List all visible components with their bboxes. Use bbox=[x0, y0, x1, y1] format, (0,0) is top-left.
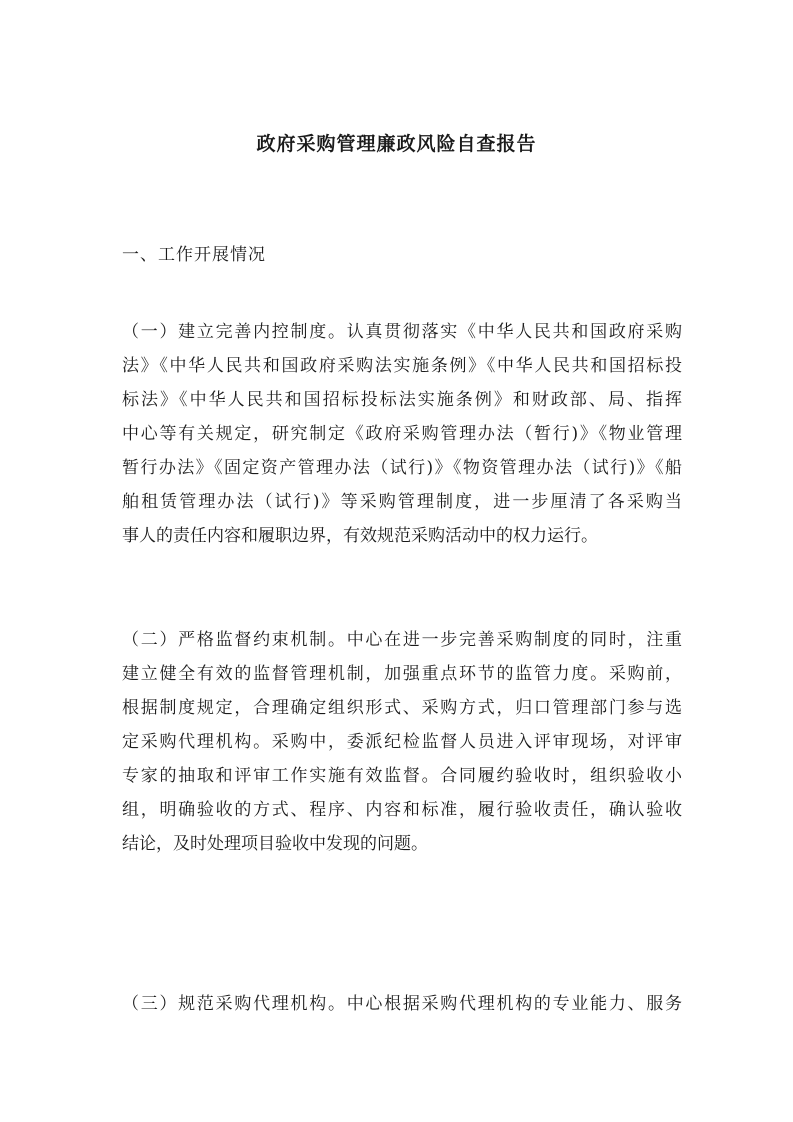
paragraph-line: （一）建立完善内控制度。认真贯彻落实《中华人民共和国政府采购 bbox=[122, 322, 682, 342]
paragraph-line: 法》《中华人民共和国政府采购法实施条例》《中华人民共和国招标投 bbox=[122, 356, 682, 376]
paragraph-line: 组，明确验收的方式、程序、内容和标准，履行验收责任，确认验收 bbox=[122, 800, 682, 820]
paragraph-line: 舶租赁管理办法（试行)》等采购管理制度，进一步厘清了各采购当 bbox=[122, 492, 682, 512]
paragraph-internal-control bbox=[122, 315, 682, 553]
paragraph-line: 定采购代理机构。采购中，委派纪检监督人员进入评审现场，对评审 bbox=[122, 732, 682, 752]
paragraph-line: 暂行办法》《固定资产管理办法（试行)》《物资管理办法（试行)》《船 bbox=[122, 458, 682, 478]
paragraph-supervision bbox=[122, 623, 682, 861]
paragraph-procurement-agency bbox=[122, 987, 682, 1021]
paragraph-line: 专家的抽取和评审工作实施有效监督。合同履约验收时，组织验收小 bbox=[122, 766, 682, 786]
section-heading: 一、工作开展情况 bbox=[122, 245, 266, 265]
paragraph-line: 根据制度规定，合理确定组织形式、采购方式，归口管理部门参与选 bbox=[122, 698, 682, 718]
paragraph-line: 结论，及时处理项目验收中发现的问题。 bbox=[122, 834, 428, 854]
document-title: 政府采购管理廉政风险自查报告 bbox=[256, 133, 537, 155]
paragraph-line: 标法》《中华人民共和国招标投标法实施条例》和财政部、局、指挥 bbox=[122, 390, 682, 410]
paragraph-line: 事人的责任内容和履职边界，有效规范采购活动中的权力运行。 bbox=[122, 526, 598, 546]
paragraph-line: 中心等有关规定，研究制定《政府采购管理办法（暂行)》《物业管理 bbox=[122, 424, 682, 444]
paragraph-line: （三）规范采购代理机构。中心根据采购代理机构的专业能力、服务 bbox=[122, 994, 682, 1014]
paragraph-line: （二）严格监督约束机制。中心在进一步完善采购制度的同时，注重 bbox=[122, 630, 682, 650]
paragraph-line: 建立健全有效的监督管理机制，加强重点环节的监管力度。采购前， bbox=[122, 664, 682, 684]
